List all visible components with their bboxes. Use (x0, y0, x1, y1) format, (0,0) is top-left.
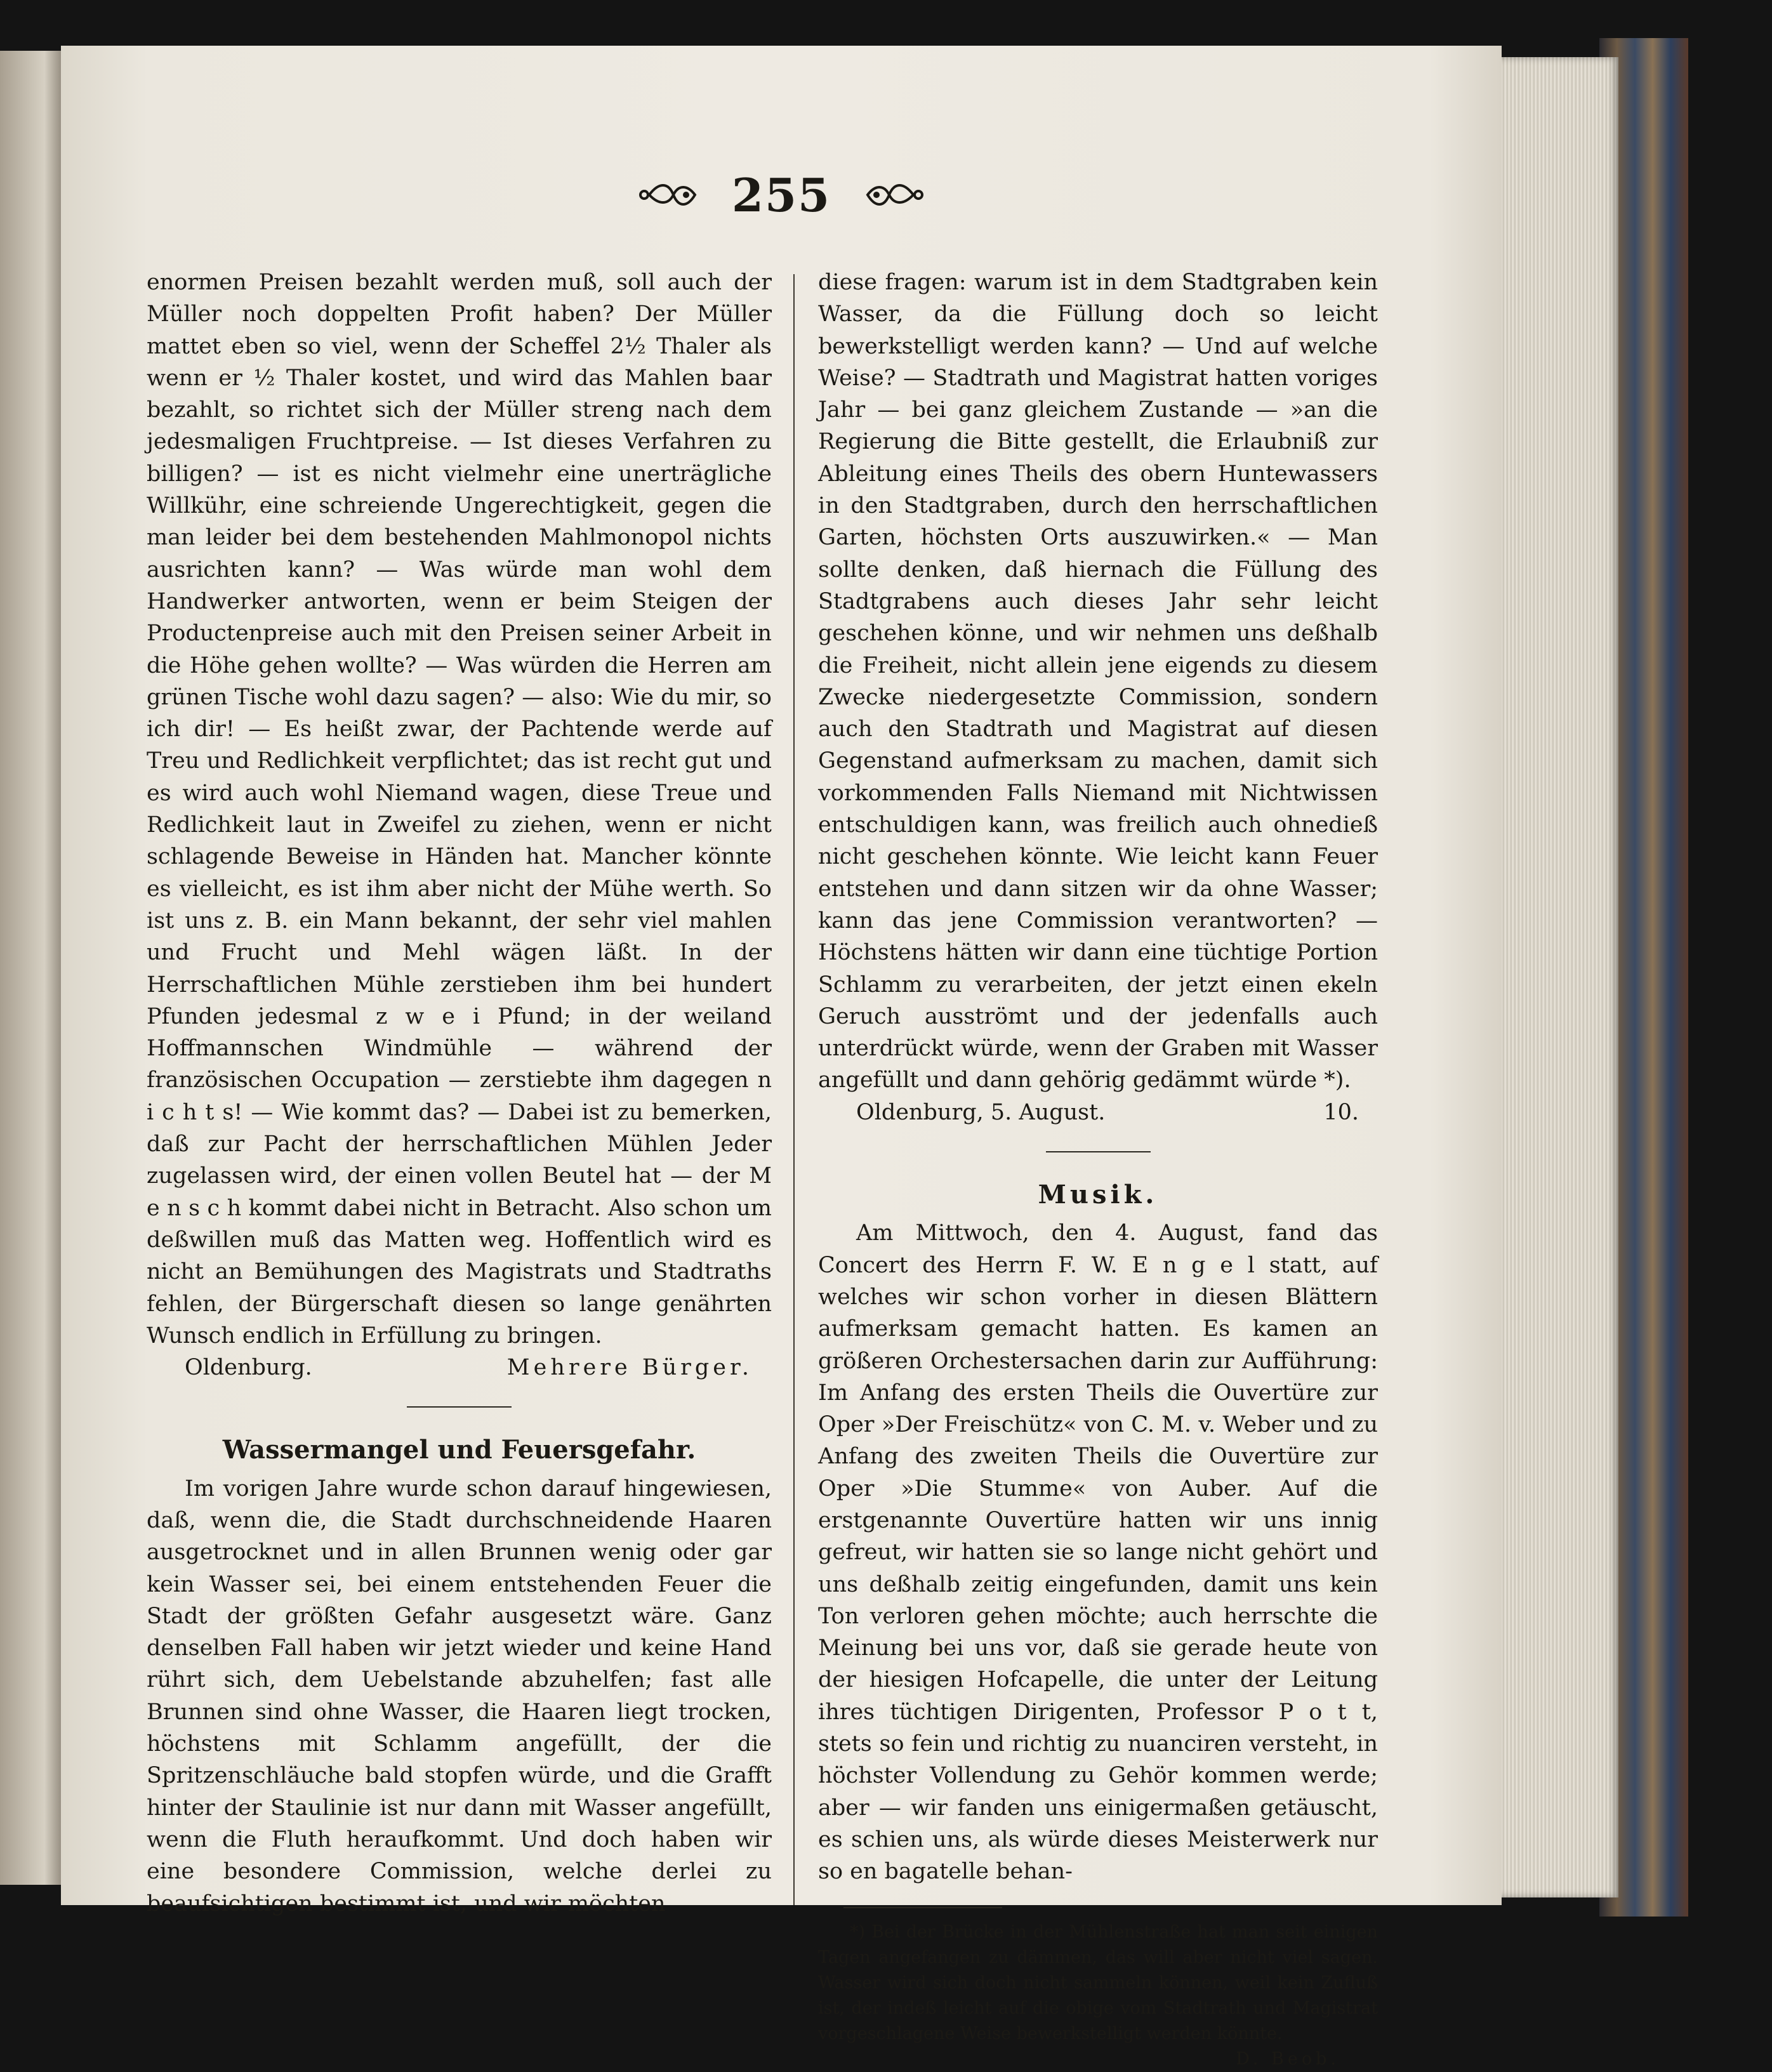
signature-author: Mehrere Bürger. (506, 1355, 753, 1381)
section-divider (407, 1406, 512, 1408)
footnote-divider (843, 1907, 1002, 1908)
paragraph-wassermangel: Im vorigen Jahre wurde schon darauf hingewiesen, daß, wenn die, die Stadt durchschneidende Haaren ausgetrocknet und in allen Brunnen wenig oder gar kein Wasser sei, bei einem entstehenden Feuer die Stadt der größten Gefahr ausgesetzt wäre. Ganz denselben Fall haben wir jetzt wieder und keine Hand rührt sich, dem Uebelstande abzuhelfen; fast alle Brunnen sind ohne Wasser, die Haaren liegt trocken, höchstens mit Schlamm angefüllt, der die Spritzenschläuche bald stopfen würde, und die Grafft hinter der Staulinie ist nur dann mit Wasser angefüllt, wenn die Fluth heraufkommt. Und doch haben wir eine besondere Commission, welche derlei zu beaufsichtigen bestimmt ist, und wir möchten (147, 1475, 772, 1917)
signature-line (818, 1097, 1378, 1128)
section-divider (1046, 1151, 1151, 1152)
footnote: *) Bei der Brücke in der Mühlenstraße hat man seit einigen Tagen angefangen zu dämmen, das will aber nicht viel sagen. Wasser wird sich doch nicht sammeln können, weil kein Zufluß ist, der indeß leicht auf die obige vom Stadtrath und Magistrat vorgeschlagene Weise bewerkstelligt werden könnte. (818, 1922, 1378, 2043)
paragraph-musik: Am Mittwoch, den 4. August, fand das Concert des Herrn F. W. E n g e l statt, auf welches wir schon vorher in diesen Blättern aufmerksam gemacht hatten. Es kamen an größeren Orchestersachen darin zur Aufführung: Im Anfang des ersten Theils die Ouvertüre zur Oper »Der Freischütz« von C. M. v. Weber und zu Anfang des zweiten Theils die Ouvertüre zur Oper »Die Stumme« von Auber. Auf die erstgenannte Ouvertüre hatten wir uns innig gefreut, wir hatten sie so lange nicht gehört und uns deßhalb zeitig eingefunden, damit uns kein Ton verloren gehen möchte; auch herrschte die Meinung bei uns vor, daß sie gerade heute von der hiesigen Hofcapelle, die unter der Leitung ihres tüchtigen Dirigenten, Professor P o t t, stets so fein und richtig zu nuanciren versteht, in höchster Vollendung zu Gehör kommen werde; aber — wir fanden uns einigermaßen getäuscht, es schien uns, als würde dieses Meisterwerk nur so en bagatelle behan- (818, 1220, 1378, 1885)
section-title-musik: Musik. (1038, 1180, 1158, 1210)
signature-place-date: Oldenburg, 5. August. (856, 1099, 1106, 1125)
right-column (818, 267, 1378, 2072)
page-number: 255 (731, 168, 831, 222)
footnote-signature: D. Beob. (1236, 2049, 1340, 2069)
document-page (61, 46, 1502, 2069)
left-column (147, 267, 772, 1920)
section-title-wassermangel: Wassermangel und Feuersgefahr. (222, 1435, 696, 1465)
paragraph-mill-prices: enormen Preisen bezahlt werden muß, soll auch der Müller noch doppelten Profit haben? Der Müller mattet eben so viel, wenn der Scheffel 2½ Thaler als wenn er ½ Thaler kostet, und wird das Mahlen baar bezahlt, so richtet sich der Müller streng nach dem jedesmaligen Fruchtpreise. — Ist dieses Verfahren zu billigen? — ist es nicht vielmehr eine unerträgliche Willkühr, eine schreiende Ungerechtigkeit, gegen die man leider bei dem bestehenden Mahlmonopol nichts ausrichten kann? — Was würde man wohl dem Handwerker antworten, wenn er beim Steigen der Productenpreise auch mit den Preisen seiner Arbeit in die Höhe gehen wollte? — Was würden die Herren am grünen Tische wohl dazu sagen? — also: Wie du mir, so ich dir! — Es heißt zwar, der Pachtende werde auf Treu und Redlichkeit verpflichtet; das ist recht gut und es wird auch wohl Niemand wagen, diese Treue und Redlichkeit laut in Zweifel zu ziehen, wenn er nicht schlagende Beweise in Händen hat. Mancher könnte es vielleicht, es ist ihm aber nicht der Mühe werth. So ist uns z. B. ein Mann bekannt, der sehr viel mahlen und Frucht und Mehl wägen läßt. In der Herrschaftlichen Mühle zerstieben ihm bei hundert Pfunden jedesmal z w e i Pfund; in der weiland Hoffmannschen Windmühle — während der französischen Occupation — zerstiebte ihm dagegen n i c h t s! — Wie kommt das? — Dabei ist zu bemerken, daß zur Pacht der herrschaftlichen Mühlen Jeder zugelassen wird, der einen vollen Beutel hat — der M e n s c h kommt dabei nicht in Betracht. Also schon um deßwillen muß das Matten weg. Hoffentlich wird es nicht an Bemühungen des Magistrats und Stadtraths fehlen, der Bürgerschaft diesen so lange genährten Wunsch endlich in Erfüllung zu bringen. (147, 270, 772, 1349)
right-flourish-icon (863, 176, 926, 214)
signature-place: Oldenburg. (185, 1355, 312, 1381)
signature-line (147, 1352, 772, 1383)
paragraph-stadtgraben: diese fragen: warum ist in dem Stadtgraben kein Wasser, da die Füllung doch so leicht bewerkstelligt werden kann? — Und auf welche Weise? — Stadtrath und Magistrat hatten voriges Jahr — bei ganz gleichem Zustande — »an die Regierung die Bitte gestellt, die Erlaubniß zur Ableitung eines Theils des obern Huntewassers in den Stadtgraben, durch den herrschaftlichen Garten, höchsten Orts auszuwirken.« — Man sollte denken, daß hiernach die Füllung des Stadtgrabens auch dieses Jahr sehr leicht geschehen könne, und wir nehmen uns deßhalb die Freiheit, nicht allein jene eigends zu diesem Zwecke niedergesetzte Commission, sondern auch den Stadtrath und Magistrat auf diesen Gegenstand aufmerksam zu machen, damit sich vorkommenden Falls Niemand mit Nichtwissen entschuldigen kann, was freilich auch ohnedieß nicht geschehen könnte. Wie leicht kann Feuer entstehen und dann sitzen wir da ohne Wasser; kann das jene Commission verantworten? — Höchstens hätten wir dann eine tüchtige Portion Schlamm zu verarbeiten, der jetzt einen ekeln Geruch ausströmt und der jedenfalls auch unterdrückt würde, wenn der Graben mit Wasser angefüllt und dann gehörig gedämmt würde *). (818, 270, 1378, 1093)
left-flourish-icon (637, 176, 700, 214)
page-edges (1498, 57, 1618, 1897)
facing-page-edge (0, 51, 63, 1885)
page-header (61, 160, 1502, 230)
signature-number: 10. (1323, 1099, 1359, 1125)
column-divider (793, 274, 795, 1905)
